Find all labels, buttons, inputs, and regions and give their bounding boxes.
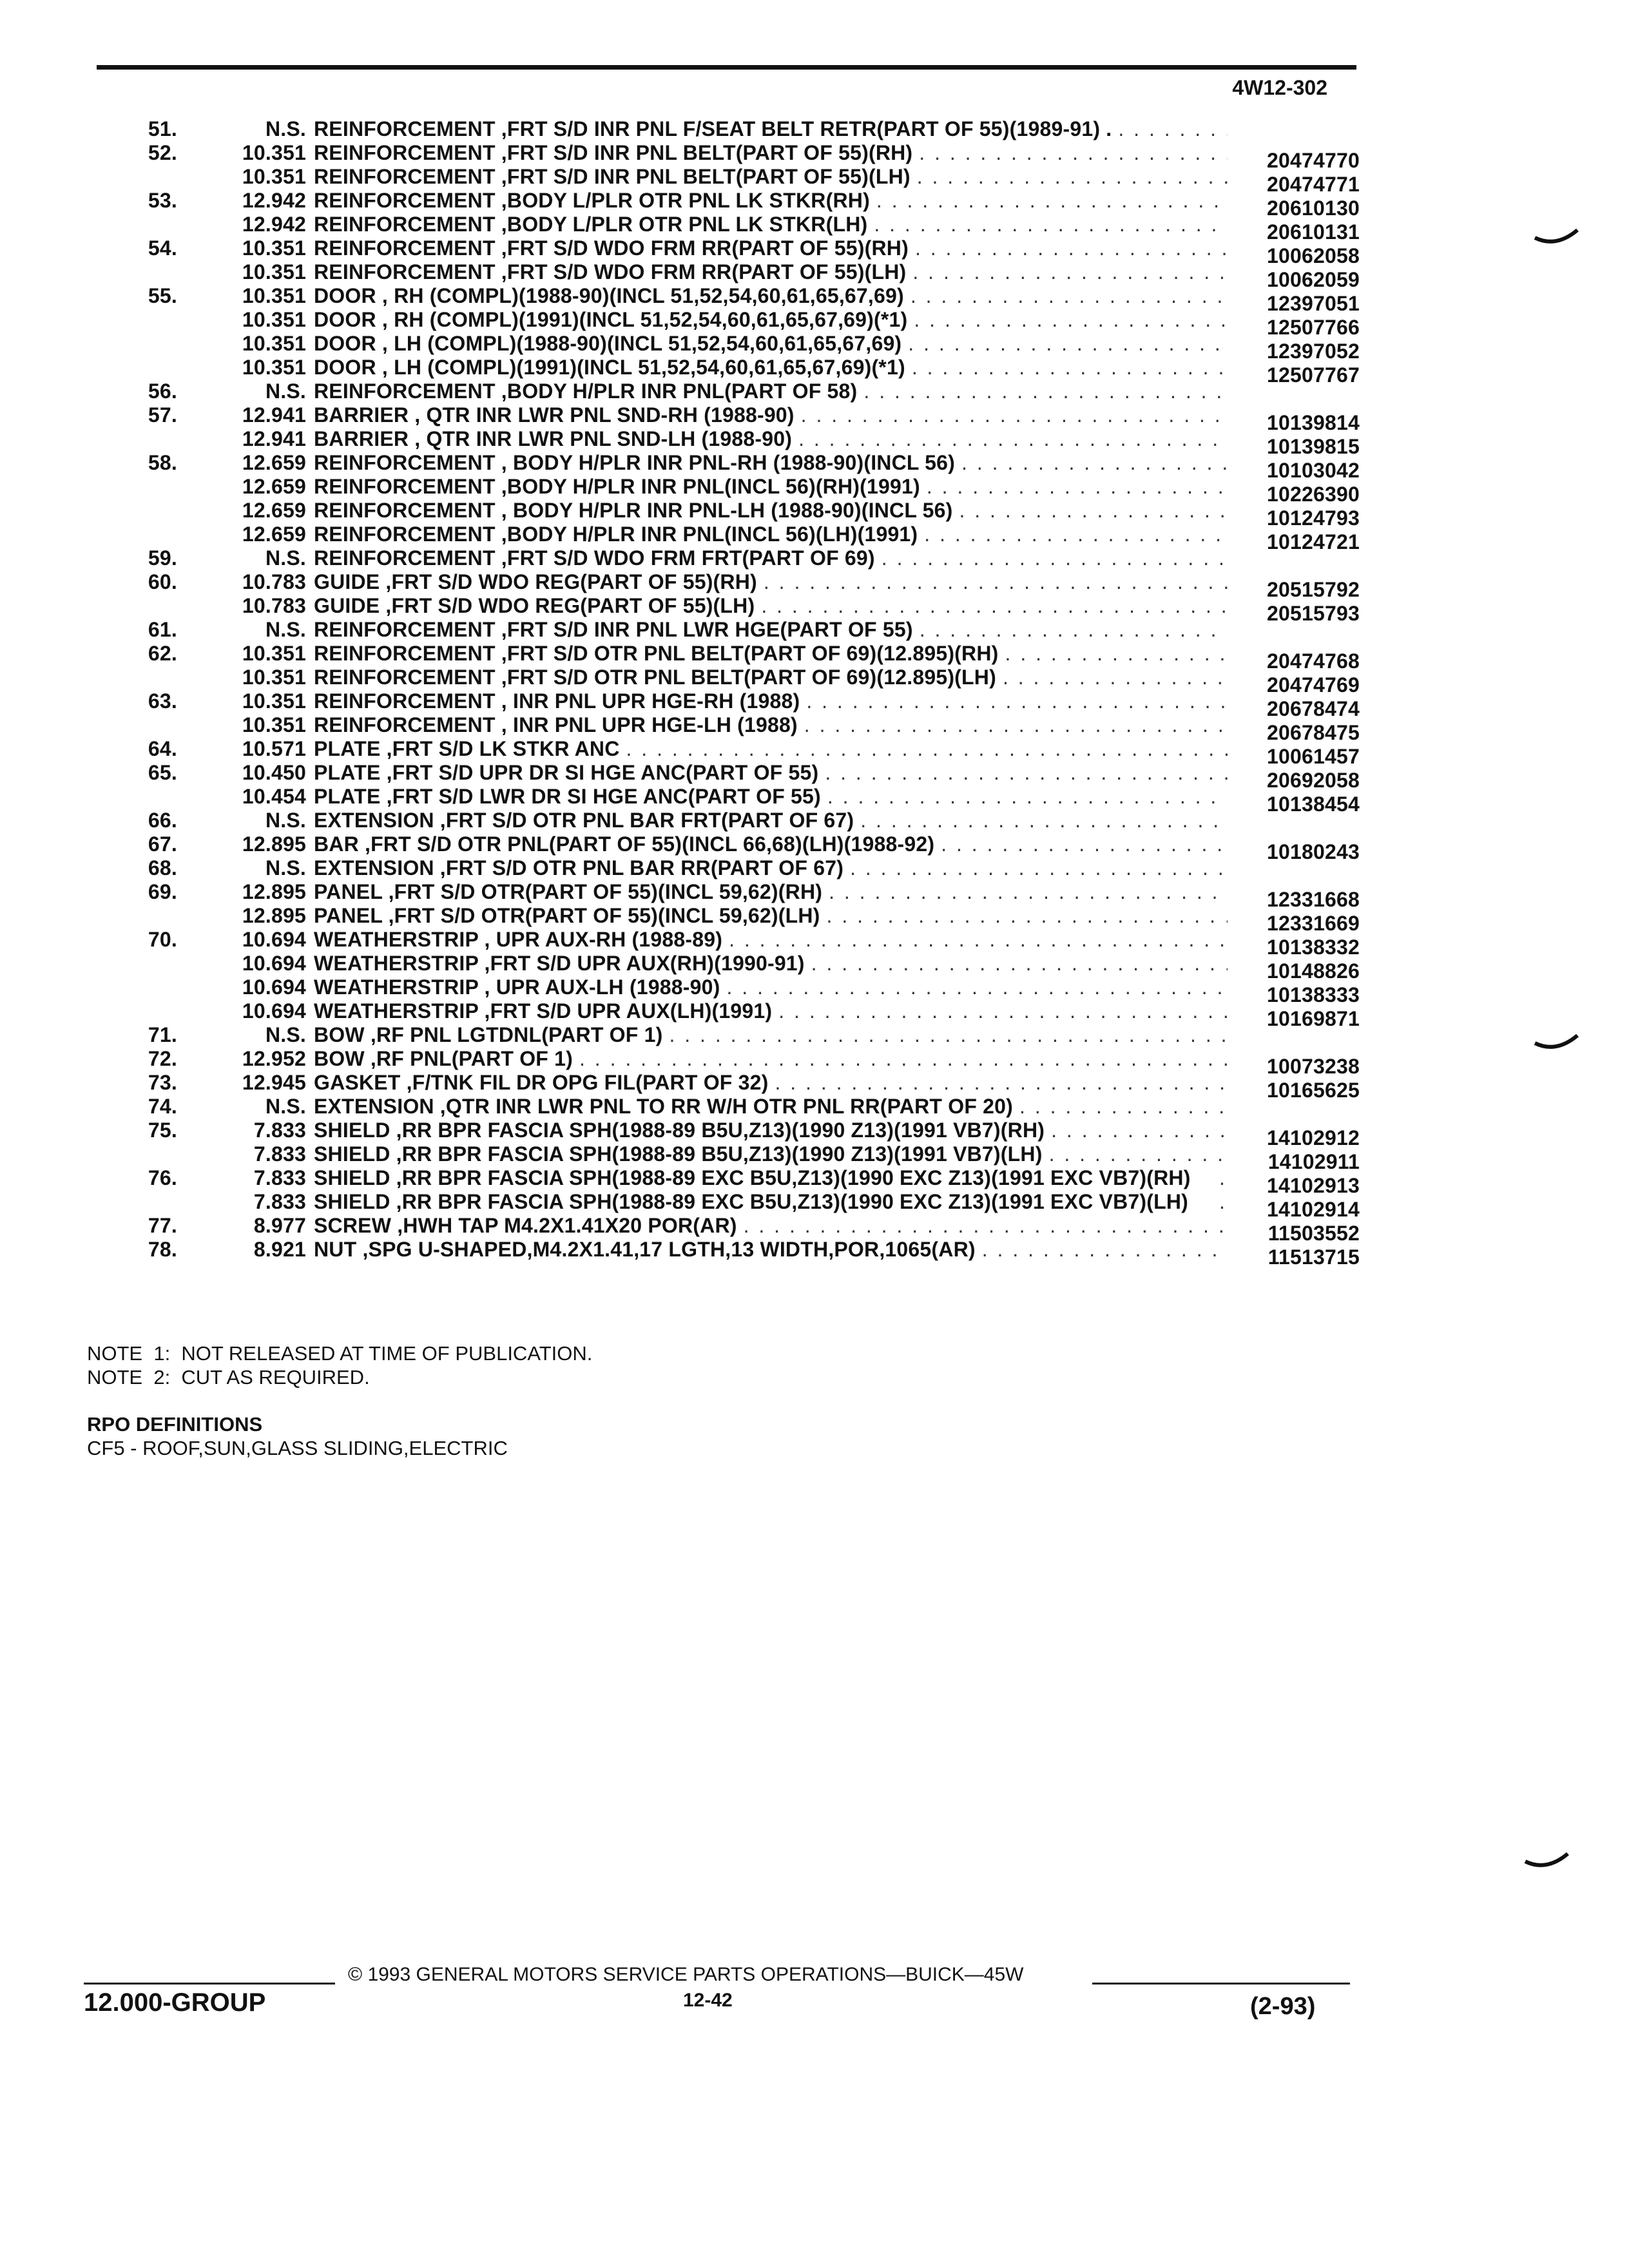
group-number: N.S.: [265, 1023, 306, 1046]
part-row: [129, 1119, 1360, 1149]
dot-leader: [863, 380, 1228, 403]
part-description: SHIELD ,RR BPR FASCIA SPH(1988-89 B5U,Z13)(1990 Z13)(1991 VB7)(LH): [314, 1142, 1043, 1166]
part-description: BOW ,RF PNL(PART OF 1): [314, 1047, 573, 1070]
dot-leader: [917, 165, 1228, 189]
part-description: WEATHERSTRIP , UPR AUX-RH (1988-89): [314, 928, 723, 951]
dot-leader: [1003, 666, 1228, 689]
footer-rule-left: [84, 1983, 335, 1984]
dot-leader: [744, 1214, 1228, 1238]
part-description: DOOR , LH (COMPL)(1991)(INCL 51,52,54,60,61,65,67,69)(*1): [314, 356, 905, 379]
part-number: 12507767: [1267, 363, 1360, 387]
dot-leader: [924, 523, 1228, 546]
part-row: [129, 594, 1360, 625]
part-description: EXTENSION ,FRT S/D OTR PNL BAR RR(PART OF 67): [314, 856, 844, 879]
part-description: REINFORCEMENT ,FRT S/D WDO FRM RR(PART OF 55)(LH): [314, 260, 907, 284]
part-description: EXTENSION ,QTR INR LWR PNL TO RR W/H OTR PNL RR(PART OF 20): [314, 1095, 1014, 1118]
part-number: 10062059: [1267, 268, 1360, 291]
group-number: N.S.: [265, 618, 306, 641]
part-row: [129, 737, 1360, 768]
part-row: [129, 499, 1360, 530]
group-number: 10.783: [242, 594, 306, 617]
ref-number: 76.: [148, 1166, 177, 1189]
part-description: REINFORCEMENT , BODY H/PLR INR PNL-RH (1988-90)(INCL 56): [314, 451, 956, 474]
dot-leader: [959, 499, 1228, 523]
rpo-items: [87, 1436, 508, 1460]
dot-leader: [1118, 117, 1228, 141]
group-number: 10.351: [242, 689, 306, 713]
part-number: 11503552: [1268, 1222, 1360, 1245]
part-description: DOOR , RH (COMPL)(1988-90)(INCL 51,52,54,60,61,65,67,69): [314, 284, 904, 307]
part-description: DOOR , LH (COMPL)(1988-90)(INCL 51,52,54,60,61,65,67,69): [314, 332, 902, 355]
dot-leader: [911, 284, 1228, 308]
group-number: 12.659: [242, 523, 306, 546]
ref-number: 70.: [148, 928, 177, 951]
part-number: 10124721: [1267, 530, 1360, 553]
part-description: REINFORCEMENT ,FRT S/D INR PNL BELT(PART OF 55)(RH): [314, 141, 913, 164]
dot-leader: [912, 356, 1228, 380]
ref-number: 66.: [148, 809, 177, 832]
dot-leader: [764, 570, 1228, 594]
group-number: N.S.: [265, 546, 306, 570]
ref-number: 74.: [148, 1095, 177, 1118]
part-description: GASKET ,F/TNK FIL DR OPG FIL(PART OF 32): [314, 1071, 769, 1094]
part-row: [129, 1166, 1360, 1197]
ref-number: 62.: [148, 642, 177, 665]
part-row: [129, 165, 1360, 196]
group-number: 8.977: [253, 1214, 306, 1237]
group-number: N.S.: [265, 380, 306, 403]
group-number: 12.942: [242, 189, 306, 212]
margin-tick-mark: [1534, 1034, 1579, 1053]
part-row: [129, 975, 1360, 1006]
part-description: REINFORCEMENT ,BODY L/PLR OTR PNL LK STKR(LH): [314, 213, 868, 236]
group-number: N.S.: [265, 856, 306, 879]
part-description: REINFORCEMENT ,FRT S/D OTR PNL BELT(PART OF 69)(12.895)(RH): [314, 642, 999, 665]
dot-leader: [850, 856, 1228, 880]
group-number: 12.941: [242, 403, 306, 427]
ref-number: 58.: [148, 451, 177, 474]
dot-leader: [961, 451, 1228, 475]
part-description: GUIDE ,FRT S/D WDO REG(PART OF 55)(RH): [314, 570, 757, 593]
group-number: 12.659: [242, 451, 306, 474]
group-number: 10.351: [242, 713, 306, 736]
part-description: REINFORCEMENT , BODY H/PLR INR PNL-LH (1988-90)(INCL 56): [314, 499, 953, 522]
dot-leader: [579, 1047, 1228, 1071]
margin-tick-mark: [1534, 229, 1579, 248]
group-number: 10.351: [242, 284, 306, 307]
footer-copyright: © 1993 GENERAL MOTORS SERVICE PARTS OPERATIONS—BUICK—45W: [348, 1964, 1024, 1985]
dot-leader: [761, 594, 1228, 618]
ref-number: 55.: [148, 284, 177, 307]
dot-leader: [827, 904, 1228, 928]
group-number: 10.351: [242, 236, 306, 260]
part-row: [129, 213, 1360, 244]
dot-leader: [882, 546, 1228, 570]
part-row: [129, 284, 1360, 315]
dot-leader: [825, 761, 1228, 785]
ref-number: 54.: [148, 236, 177, 260]
part-description: REINFORCEMENT ,BODY L/PLR OTR PNL LK STKR(RH): [314, 189, 870, 212]
parts-list: [129, 117, 1360, 1269]
group-number: 10.351: [242, 332, 306, 355]
group-number: 12.941: [242, 427, 306, 450]
rpo-item: CF5 - ROOF,SUN,GLASS SLIDING,ELECTRIC: [87, 1437, 508, 1459]
group-number: 10.571: [242, 737, 306, 760]
part-number: 14102913: [1267, 1174, 1360, 1197]
part-number: 20610131: [1267, 220, 1360, 244]
part-number: 14102912: [1267, 1126, 1360, 1149]
part-row: [129, 904, 1360, 935]
part-row: [129, 809, 1360, 832]
part-row: [129, 999, 1360, 1030]
part-description: SHIELD ,RR BPR FASCIA SPH(1988-89 B5U,Z13)(1990 Z13)(1991 VB7)(RH): [314, 1119, 1045, 1142]
part-number: 20678475: [1267, 721, 1360, 744]
part-row: [129, 1214, 1360, 1245]
dot-leader: [811, 952, 1228, 975]
part-row: [129, 928, 1360, 959]
part-row: [129, 785, 1360, 816]
part-number: 10138333: [1267, 983, 1360, 1006]
part-description: BARRIER , QTR INR LWR PNL SND-RH (1988-90): [314, 403, 795, 427]
ref-number: 60.: [148, 570, 177, 593]
part-row: [129, 1238, 1360, 1269]
part-row: [129, 380, 1360, 403]
part-row: [129, 1047, 1360, 1078]
part-row: [129, 1095, 1360, 1119]
part-number: 20678474: [1267, 697, 1360, 720]
part-number: 12331669: [1267, 912, 1360, 935]
dot-leader: [829, 880, 1228, 904]
part-description: REINFORCEMENT , INR PNL UPR HGE-RH (1988): [314, 689, 800, 713]
part-row: [129, 880, 1360, 911]
dot-leader: [912, 260, 1228, 284]
ref-number: 63.: [148, 689, 177, 713]
group-number: 12.659: [242, 499, 306, 522]
part-number: 10103042: [1267, 459, 1360, 482]
ref-number: 61.: [148, 618, 177, 641]
part-row: [129, 260, 1360, 291]
rpo-heading: RPO DEFINITIONS: [87, 1413, 263, 1436]
group-number: 12.945: [242, 1071, 306, 1094]
part-row: [129, 642, 1360, 673]
part-number: 12507766: [1267, 316, 1360, 339]
ref-number: 65.: [148, 761, 177, 784]
group-number: 10.351: [242, 141, 306, 164]
dot-leader: [1051, 1119, 1228, 1142]
part-description: PANEL ,FRT S/D OTR(PART OF 55)(INCL 59,62)(LH): [314, 904, 820, 927]
part-row: [129, 1190, 1360, 1221]
part-description: PANEL ,FRT S/D OTR(PART OF 55)(INCL 59,62)(RH): [314, 880, 823, 903]
part-description: WEATHERSTRIP , UPR AUX-LH (1988-90): [314, 975, 720, 999]
part-row: [129, 141, 1360, 172]
dot-leader: [860, 809, 1228, 832]
part-row: [129, 308, 1360, 339]
dot-leader: [727, 975, 1228, 999]
part-row: [129, 403, 1360, 434]
part-number: 10169871: [1267, 1007, 1360, 1030]
part-number: 20474769: [1267, 673, 1360, 697]
part-number: 10124793: [1267, 506, 1360, 530]
part-row: [129, 761, 1360, 792]
part-number: 10180243: [1267, 840, 1360, 863]
part-row: [129, 618, 1360, 642]
part-number: 10138454: [1267, 793, 1360, 816]
part-row: [129, 1142, 1360, 1173]
ref-number: 78.: [148, 1238, 177, 1261]
dot-leader: [920, 618, 1228, 642]
part-number: 20515793: [1267, 602, 1360, 625]
group-number: 7.833: [253, 1119, 306, 1142]
part-description: REINFORCEMENT ,FRT S/D INR PNL F/SEAT BELT RETR(PART OF 55)(1989-91) .: [314, 117, 1112, 140]
part-row: [129, 1071, 1360, 1102]
ref-number: 67.: [148, 832, 177, 856]
page-code: 4W12-302: [1232, 76, 1327, 99]
part-row: [129, 475, 1360, 506]
ref-number: 77.: [148, 1214, 177, 1237]
part-row: [129, 523, 1360, 553]
group-number: N.S.: [265, 1095, 306, 1118]
part-description: REINFORCEMENT , INR PNL UPR HGE-LH (1988): [314, 713, 798, 736]
dot-leader: [804, 713, 1228, 737]
note-line: NOTE 1: NOT RELEASED AT TIME OF PUBLICATION.: [87, 1342, 593, 1365]
footer-rule-right: [1092, 1983, 1350, 1984]
ref-number: 59.: [148, 546, 177, 570]
group-number: 10.351: [242, 666, 306, 689]
note-line: NOTE 2: CUT AS REQUIRED.: [87, 1366, 370, 1389]
part-row: [129, 356, 1360, 387]
part-number: 20474771: [1267, 173, 1360, 196]
ref-number: 72.: [148, 1047, 177, 1070]
part-row: [129, 546, 1360, 570]
part-row: [129, 332, 1360, 363]
ref-number: 69.: [148, 880, 177, 903]
part-number: 20474768: [1267, 649, 1360, 673]
ref-number: 57.: [148, 403, 177, 427]
part-description: REINFORCEMENT ,FRT S/D INR PNL BELT(PART OF 55)(LH): [314, 165, 911, 188]
part-number: 10139815: [1267, 435, 1360, 458]
part-description: PLATE ,FRT S/D LK STKR ANC: [314, 737, 620, 760]
dot-leader: [1005, 642, 1228, 666]
part-description: GUIDE ,FRT S/D WDO REG(PART OF 55)(LH): [314, 594, 755, 617]
part-description: EXTENSION ,FRT S/D OTR PNL BAR FRT(PART OF 67): [314, 809, 854, 832]
group-number: N.S.: [265, 117, 306, 140]
group-number: 10.351: [242, 356, 306, 379]
part-number: 20515792: [1267, 578, 1360, 601]
part-row: [129, 856, 1360, 880]
footer-date: (2-93): [1250, 1993, 1316, 2020]
group-number: 7.833: [253, 1142, 306, 1166]
group-number: 10.694: [242, 952, 306, 975]
dot-leader: [775, 1071, 1228, 1095]
group-number: 10.351: [242, 308, 306, 331]
group-number: 12.952: [242, 1047, 306, 1070]
group-number: 10.454: [242, 785, 306, 808]
dot-leader: [1219, 1190, 1228, 1214]
dot-leader: [876, 189, 1228, 213]
group-number: 10.694: [242, 975, 306, 999]
footer-group: 12.000-GROUP: [84, 1988, 266, 2017]
part-row: [129, 952, 1360, 983]
group-number: 12.895: [242, 904, 306, 927]
part-description: BOW ,RF PNL LGTDNL(PART OF 1): [314, 1023, 663, 1046]
dot-leader: [729, 928, 1228, 952]
ref-number: 68.: [148, 856, 177, 879]
part-number: 20474770: [1267, 149, 1360, 172]
part-number: 10061457: [1267, 745, 1360, 768]
group-number: N.S.: [265, 809, 306, 832]
part-number: 10138332: [1267, 936, 1360, 959]
ref-number: 52.: [148, 141, 177, 164]
part-number: 20692058: [1267, 769, 1360, 792]
part-row: [129, 189, 1360, 220]
part-number: 12397051: [1267, 292, 1360, 315]
dot-leader: [914, 308, 1228, 332]
dot-leader: [669, 1023, 1228, 1047]
part-description: SHIELD ,RR BPR FASCIA SPH(1988-89 EXC B5U,Z13)(1990 EXC Z13)(1991 EXC VB7)(RH): [314, 1166, 1191, 1189]
part-row: [129, 117, 1360, 141]
part-number: 20610130: [1267, 197, 1360, 220]
footer-page-number: 12-42: [683, 1990, 733, 2011]
dot-leader: [798, 427, 1228, 451]
part-description: REINFORCEMENT ,BODY H/PLR INR PNL(PART OF 58): [314, 380, 858, 403]
group-number: 10.450: [242, 761, 306, 784]
ref-number: 64.: [148, 737, 177, 760]
part-number: 10139814: [1267, 411, 1360, 434]
dot-leader: [908, 332, 1228, 356]
dot-leader: [915, 236, 1228, 260]
group-number: 10.783: [242, 570, 306, 593]
part-description: REINFORCEMENT ,FRT S/D WDO FRM RR(PART OF 55)(RH): [314, 236, 909, 260]
part-row: [129, 713, 1360, 744]
part-description: PLATE ,FRT S/D UPR DR SI HGE ANC(PART OF 55): [314, 761, 819, 784]
top-rule: [97, 65, 1356, 70]
dot-leader: [778, 999, 1228, 1023]
group-number: 12.942: [242, 213, 306, 236]
part-description: REINFORCEMENT ,FRT S/D OTR PNL BELT(PART OF 69)(12.895)(LH): [314, 666, 996, 689]
part-number: 11513715: [1268, 1245, 1360, 1269]
dot-leader: [874, 213, 1228, 236]
group-number: 12.895: [242, 832, 306, 856]
ref-number: 73.: [148, 1071, 177, 1094]
part-row: [129, 1023, 1360, 1047]
group-number: 12.895: [242, 880, 306, 903]
part-description: REINFORCEMENT ,BODY H/PLR INR PNL(INCL 56)(LH)(1991): [314, 523, 918, 546]
dot-leader: [941, 832, 1228, 856]
part-row: [129, 451, 1360, 482]
dot-leader: [919, 141, 1228, 165]
ref-number: 56.: [148, 380, 177, 403]
group-number: 10.694: [242, 999, 306, 1023]
part-row: [129, 832, 1360, 863]
part-description: DOOR , RH (COMPL)(1991)(INCL 51,52,54,60,61,65,67,69)(*1): [314, 308, 908, 331]
part-row: [129, 666, 1360, 697]
part-description: WEATHERSTRIP ,FRT S/D UPR AUX(LH)(1991): [314, 999, 773, 1023]
part-row: [129, 689, 1360, 720]
dot-leader: [626, 737, 1228, 761]
part-row: [129, 427, 1360, 458]
group-number: 10.694: [242, 928, 306, 951]
dot-leader: [1049, 1142, 1228, 1166]
part-number: 10165625: [1267, 1079, 1360, 1102]
part-row: [129, 570, 1360, 601]
part-description: WEATHERSTRIP ,FRT S/D UPR AUX(RH)(1990-91): [314, 952, 805, 975]
margin-tick-mark: [1524, 1852, 1569, 1872]
part-description: REINFORCEMENT ,FRT S/D WDO FRM FRT(PART OF 69): [314, 546, 875, 570]
part-description: REINFORCEMENT ,BODY H/PLR INR PNL(INCL 56)(RH)(1991): [314, 475, 920, 498]
dot-leader: [982, 1238, 1228, 1262]
part-number: 14102914: [1267, 1198, 1360, 1221]
part-number: 12331668: [1267, 888, 1360, 911]
group-number: 8.921: [253, 1238, 306, 1261]
part-description: PLATE ,FRT S/D LWR DR SI HGE ANC(PART OF 55): [314, 785, 821, 808]
ref-number: 71.: [148, 1023, 177, 1046]
dot-leader: [827, 785, 1228, 809]
part-number: 10062058: [1267, 244, 1360, 267]
part-description: REINFORCEMENT ,FRT S/D INR PNL LWR HGE(PART OF 55): [314, 618, 913, 641]
part-row: [129, 236, 1360, 267]
dot-leader: [1219, 1166, 1228, 1190]
group-number: 7.833: [253, 1190, 306, 1213]
dot-leader: [801, 403, 1228, 427]
part-number: 12397052: [1267, 340, 1360, 363]
group-number: 10.351: [242, 260, 306, 284]
part-number: 10148826: [1267, 959, 1360, 983]
ref-number: 51.: [148, 117, 177, 140]
ref-number: 53.: [148, 189, 177, 212]
group-number: 12.659: [242, 475, 306, 498]
group-number: 10.351: [242, 165, 306, 188]
group-number: 7.833: [253, 1166, 306, 1189]
notes-section: [87, 1341, 592, 1389]
part-description: SCREW ,HWH TAP M4.2X1.41X20 POR(AR): [314, 1214, 737, 1237]
part-number: 14102911: [1268, 1150, 1360, 1173]
group-number: 10.351: [242, 642, 306, 665]
dot-leader: [927, 475, 1228, 499]
dot-leader: [1019, 1095, 1228, 1119]
part-number: 10226390: [1267, 483, 1360, 506]
part-description: BARRIER , QTR INR LWR PNL SND-LH (1988-90): [314, 427, 793, 450]
rpo-definitions: [87, 1412, 508, 1460]
part-number: 10073238: [1267, 1055, 1360, 1078]
ref-number: 75.: [148, 1119, 177, 1142]
part-description: BAR ,FRT S/D OTR PNL(PART OF 55)(INCL 66,68)(LH)(1988-92): [314, 832, 935, 856]
part-description: NUT ,SPG U-SHAPED,M4.2X1.41,17 LGTH,13 WIDTH,POR,1065(AR): [314, 1238, 976, 1261]
part-description: SHIELD ,RR BPR FASCIA SPH(1988-89 EXC B5U,Z13)(1990 EXC Z13)(1991 EXC VB7)(LH): [314, 1190, 1189, 1213]
dot-leader: [806, 689, 1228, 713]
